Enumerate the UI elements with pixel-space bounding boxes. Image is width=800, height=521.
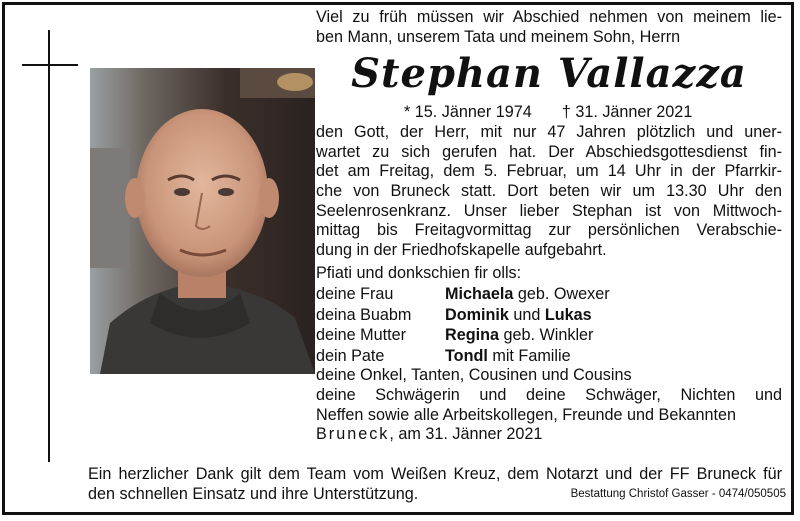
relative-rest: geb. Winkler	[498, 326, 594, 345]
cross-bar	[22, 64, 78, 66]
relative-rest: und	[508, 305, 545, 324]
relative-rest: geb. Owexer	[513, 284, 610, 303]
birth-date: * 15. Jänner 1974	[404, 103, 532, 122]
closing-line: Ein herzlicher Dank gilt dem Team vom Weißen Kreuz, dem Notarzt und der FF Bruneck für	[88, 465, 782, 483]
deceased-name: Stephan Vallazza	[351, 50, 747, 98]
death-date: † 31. Jänner 2021	[561, 103, 693, 122]
place: Bruneck	[316, 425, 390, 444]
relative-row	[316, 346, 782, 367]
body-line: che von Bruneck statt. Dort beten wir um 13.30 Uhr den	[316, 181, 782, 200]
others-line: deine Onkel, Tanten, Cousinen und Cousins	[316, 366, 632, 385]
others-line: deine Schwägerin und deine Schwäger, Nichten und	[316, 385, 782, 404]
relative-row	[316, 325, 782, 346]
place-date	[316, 425, 782, 445]
relative-name: Lukas	[544, 305, 592, 324]
closing-line: den schnellen Einsatz und ihre Unterstützung.	[88, 485, 419, 503]
relative-row	[316, 305, 782, 326]
body-line: Seelenrosenkranz. Unser lieber Stephan ist von Mittwoch-	[316, 201, 782, 220]
relative-label: deine Mutter	[316, 326, 406, 345]
relative-label: deine Frau	[316, 284, 394, 303]
intro-line: Viel zu früh müssen wir Abschied nehmen von meinem lie-	[316, 8, 782, 26]
relative-rest: mit Familie	[487, 346, 571, 365]
relative-label: dein Pate	[316, 346, 385, 365]
body-line: det am Freitag, dem 5. Februar, um 14 Uhr in der Pfarrkir-	[316, 162, 782, 181]
intro-line: ben Mann, unserem Tata und meinem Sohn, Herrn	[316, 27, 681, 46]
date: , am 31. Jänner 2021	[389, 425, 543, 444]
body-line: dung in der Friedhofskapelle aufgebahrt.	[316, 240, 607, 259]
thanks-intro: Pfiati und donkschien fir olls:	[316, 264, 522, 283]
cross-icon	[48, 30, 50, 462]
relative-name: Tondl	[445, 346, 488, 365]
body-line: mittag bis Freitagvormittag zur persönlichen Verabschie-	[316, 221, 782, 240]
others-line: Neffen sowie alle Arbeitskollegen, Freunde und Bekannten	[316, 405, 736, 424]
relative-row	[316, 284, 782, 305]
portrait-illustration	[90, 68, 315, 374]
relative-label: deina Buabm	[316, 305, 412, 324]
obituary-text	[316, 8, 782, 445]
life-dates	[316, 101, 782, 123]
body-line: den Gott, der Herr, mit nur 47 Jahren plötzlich und uner-	[316, 123, 782, 142]
relative-name: Michaela	[445, 284, 514, 303]
relative-name: Dominik	[445, 305, 509, 324]
relative-name: Regina	[445, 326, 499, 345]
body-line: wartet zu sich gerufen hat. Der Abschiedsgottesdienst fin-	[316, 142, 782, 161]
funeral-home: Bestattung Christof Gasser - 0474/050505	[570, 488, 786, 500]
portrait-photo	[90, 68, 315, 374]
